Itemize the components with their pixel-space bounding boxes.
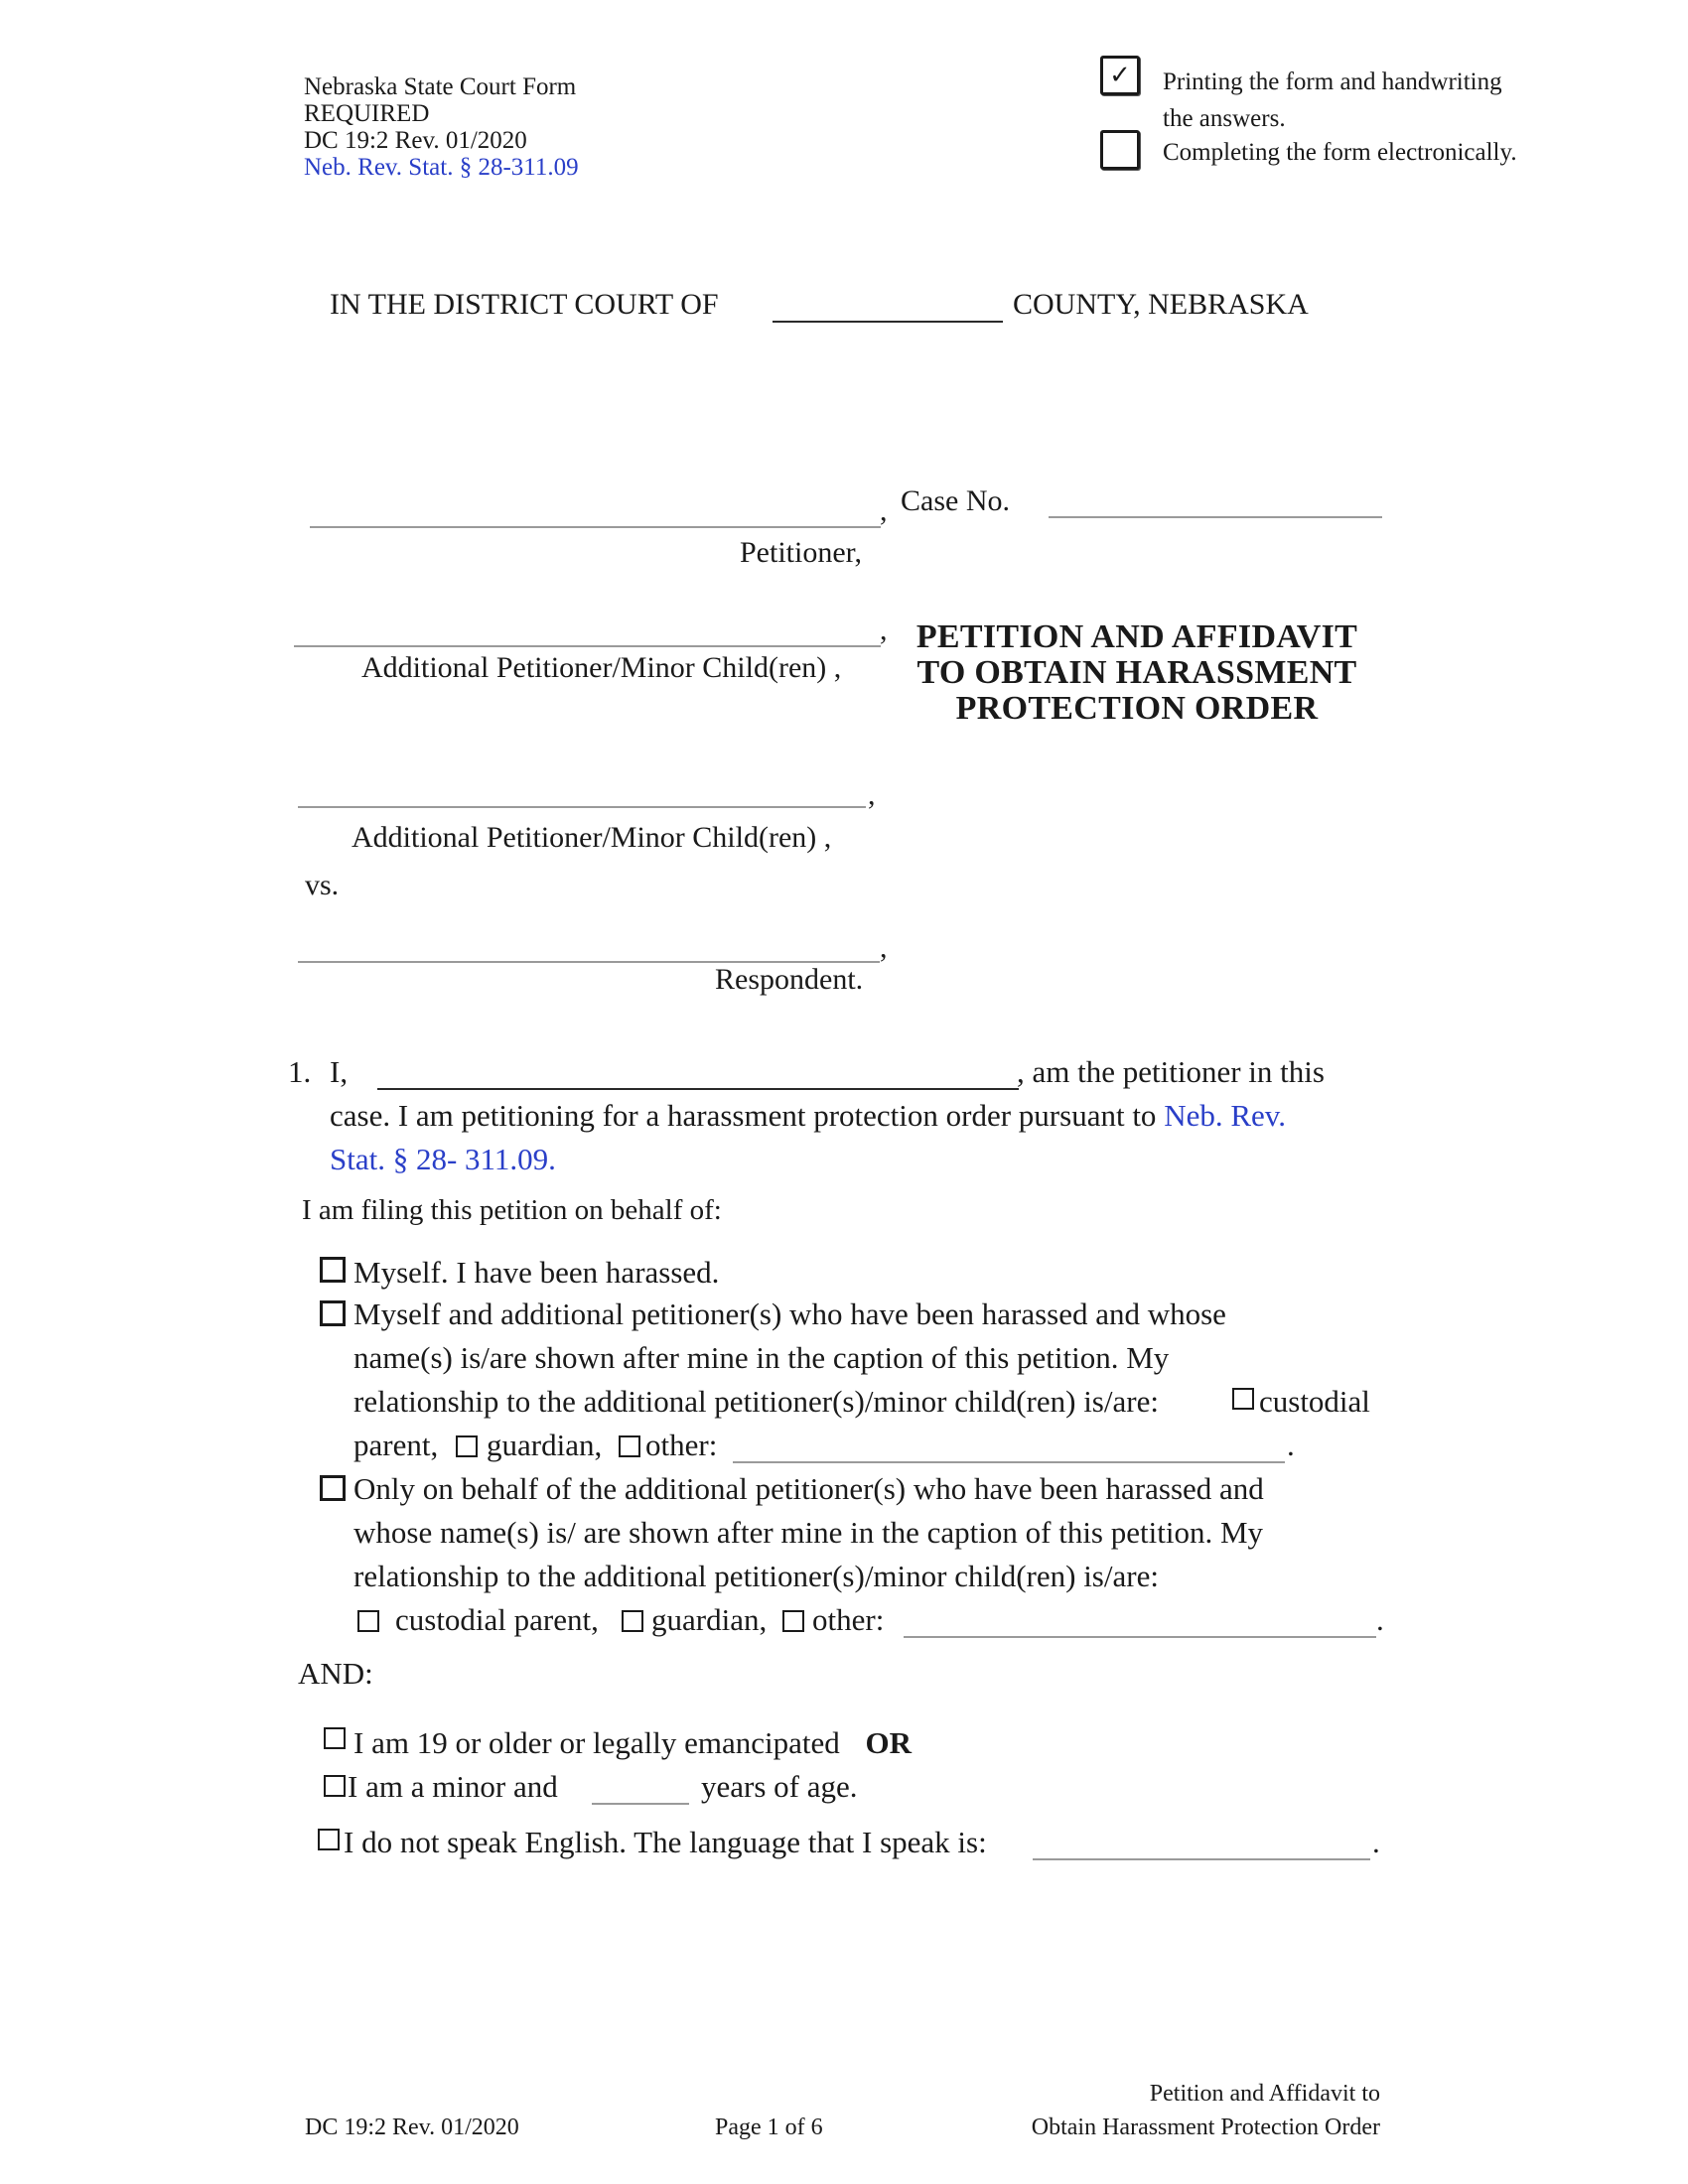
court-prefix: IN THE DISTRICT COURT OF <box>330 288 719 321</box>
or-label: OR <box>865 1725 913 1760</box>
petition-basis: case. I am petitioning for a harassment protection order pursuant to Neb. Rev. <box>330 1098 1287 1133</box>
only-additional-label: Only on behalf of the additional petitioner(s) who have been harassed and whose name(s) is/ are shown after mine in the caption of this petition. My relationship to the additional petitioner(s)/minor child(ren) is/are: <box>353 1471 1264 1593</box>
additional-petitioner-2-label: Additional Petitioner/Minor Child(ren) , <box>352 821 832 854</box>
period: . <box>1372 1825 1380 1859</box>
age-field[interactable] <box>592 1771 689 1805</box>
age-19-label: I am 19 or older or legally emancipated OR <box>353 1725 913 1760</box>
custodial-checkbox[interactable] <box>1232 1388 1254 1410</box>
respondent-label: Respondent. <box>715 963 864 996</box>
comma: , <box>880 494 888 527</box>
additional-petitioner-1-field[interactable] <box>294 612 881 647</box>
footer-page-number: Page 1 of 6 <box>715 2115 823 2140</box>
myself-checkbox[interactable] <box>320 1257 346 1283</box>
custodial-parent-checkbox[interactable] <box>357 1610 379 1632</box>
custodial-label: custodial <box>1259 1384 1370 1419</box>
age-19-checkbox[interactable] <box>324 1727 346 1749</box>
required-label: REQUIRED <box>304 100 430 127</box>
filing-on-behalf-label: I am filing this petition on behalf of: <box>302 1194 722 1226</box>
statute-link[interactable]: Neb. Rev. Stat. § 28-311.09 <box>304 154 579 181</box>
document-title: PETITION AND AFFIDAVIT TO OBTAIN HARASSMENT PROTECTION ORDER <box>915 618 1358 727</box>
i-label: I, <box>330 1054 349 1089</box>
print-handwrite-checkbox[interactable] <box>1100 56 1140 95</box>
petitioner-label: Petitioner, <box>740 536 862 569</box>
myself-and-additional-checkbox[interactable] <box>320 1300 346 1326</box>
section-number: 1. <box>288 1054 312 1089</box>
other-relationship-field-2[interactable] <box>904 1604 1376 1638</box>
county-field[interactable] <box>773 292 1003 323</box>
form-name: Nebraska State Court Form <box>304 73 577 100</box>
guardian-label: guardian, <box>487 1428 603 1462</box>
court-suffix: COUNTY, NEBRASKA <box>1013 288 1309 321</box>
statute-link-continued[interactable]: Stat. § 28- 311.09. <box>330 1142 556 1176</box>
print-handwrite-label: Printing the form and handwriting the answers. <box>1163 68 1502 132</box>
other-checkbox[interactable] <box>619 1435 640 1457</box>
other-label: other: <box>645 1428 718 1462</box>
case-no-field[interactable] <box>1049 484 1382 518</box>
case-no-label: Case No. <box>901 484 1010 517</box>
only-additional-checkbox[interactable] <box>320 1475 346 1501</box>
custodial-parent-label: custodial parent, <box>395 1602 599 1637</box>
comma: , <box>880 931 888 964</box>
other-checkbox-2[interactable] <box>782 1610 804 1632</box>
additional-petitioner-1-label: Additional Petitioner/Minor Child(ren) , <box>361 651 842 684</box>
parent-label: parent, <box>353 1428 439 1462</box>
petitioner-statement: , am the petitioner in this <box>1017 1054 1325 1089</box>
electronic-label: Completing the form electronically. <box>1163 139 1517 166</box>
guardian-checkbox-2[interactable] <box>622 1610 643 1632</box>
period: . <box>1376 1602 1384 1637</box>
myself-and-additional-label: Myself and additional petitioner(s) who have been harassed and whose name(s) is/are shown after mine in the caption of this petition. My relationship to the additional petitioner(s)/minor child(ren) is/are: <box>353 1297 1226 1419</box>
guardian-checkbox[interactable] <box>456 1435 478 1457</box>
petitioner-name-field[interactable] <box>310 492 881 528</box>
check-icon: ✓ <box>1109 61 1131 90</box>
footer-form-id: DC 19:2 Rev. 01/2020 <box>305 2115 519 2140</box>
other-relationship-field[interactable] <box>733 1430 1285 1463</box>
no-english-label: I do not speak English. The language that I speak is: <box>344 1825 987 1859</box>
respondent-field[interactable] <box>298 927 880 963</box>
form-id: DC 19:2 Rev. 01/2020 <box>304 127 527 154</box>
vs-label: vs. <box>305 869 340 901</box>
guardian-label-2: guardian, <box>651 1602 768 1637</box>
statute-link[interactable]: Neb. Rev. <box>1164 1098 1287 1133</box>
and-label: AND: <box>298 1656 373 1691</box>
form-header <box>304 73 661 181</box>
electronic-checkbox[interactable] <box>1100 130 1140 170</box>
minor-checkbox[interactable] <box>324 1775 346 1797</box>
additional-petitioner-2-field[interactable] <box>298 772 866 808</box>
period: . <box>1287 1428 1295 1462</box>
petitioner-name-input[interactable] <box>377 1056 1019 1090</box>
other-label-2: other: <box>812 1602 885 1637</box>
minor-label: I am a minor and <box>348 1769 558 1804</box>
language-field[interactable] <box>1033 1827 1370 1860</box>
comma: , <box>868 778 876 811</box>
footer-title: Petition and Affidavit to Obtain Harassment Protection Order <box>1031 2081 1380 2140</box>
myself-label: Myself. I have been harassed. <box>353 1255 720 1290</box>
comma: , <box>880 614 888 646</box>
years-of-age-label: years of age. <box>701 1769 858 1804</box>
no-english-checkbox[interactable] <box>318 1829 340 1850</box>
